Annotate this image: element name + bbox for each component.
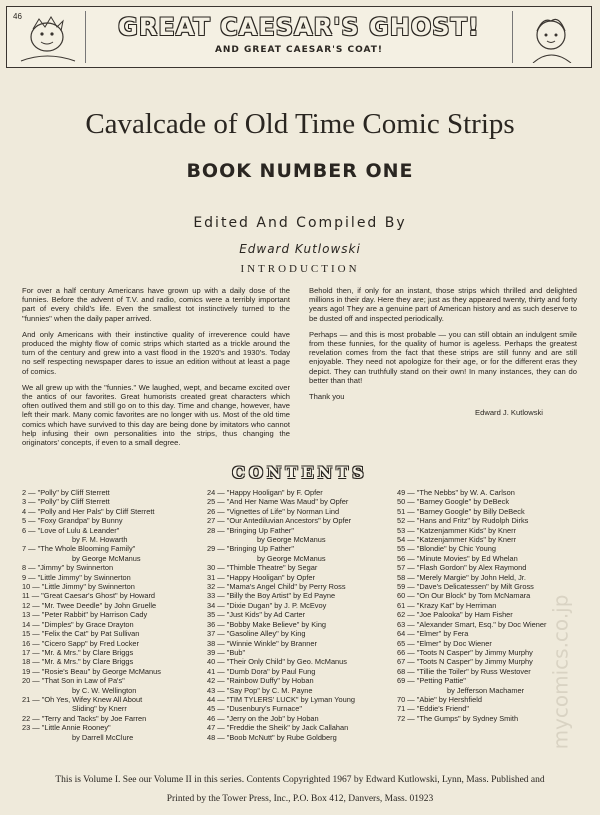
toc-entry: 52 — "Hans and Fritz" by Rudolph Dirks bbox=[397, 516, 529, 526]
watermark: mycomics.co.jp bbox=[548, 594, 573, 750]
toc-entry-continued: by George McManus bbox=[257, 535, 326, 545]
toc-entry: 8 — "Jimmy" by Swinnerton bbox=[22, 563, 114, 573]
toc-entry: 26 — "Vignettes of Life" by Norman Lind bbox=[207, 506, 340, 516]
toc-entry: 25 — "And Her Name Was Maud" by Opfer bbox=[207, 497, 349, 507]
toc-entry: 9 — "Little Jimmy" by Swinnerton bbox=[22, 572, 131, 582]
toc-entry: 17 — "Mr. & Mrs." by Clare Briggs bbox=[22, 647, 134, 657]
signature: Edward J. Kutlowski bbox=[475, 408, 543, 418]
introduction-left-column bbox=[22, 286, 290, 454]
book-title: Cavalcade of Old Time Comic Strips bbox=[85, 108, 515, 140]
toc-entry-continued: by Jefferson Machamer bbox=[447, 685, 525, 695]
toc-entry: 62 — "Joe Palooka" by Ham Fisher bbox=[397, 610, 513, 620]
introduction-heading: INTRODUCTION bbox=[240, 263, 360, 275]
toc-entry: 70 — "Abie" by Hershfield bbox=[397, 694, 482, 704]
toc-entry: 44 — "TIM TYLERS' LUCK" by Lyman Young bbox=[207, 694, 355, 704]
banner-title: GREAT CAESAR'S GHOST! bbox=[118, 13, 480, 41]
toc-entry: 67 — "Toots N Casper" by Jimmy Murphy bbox=[397, 657, 533, 667]
toc-entry: 7 — "The Whole Blooming Family" bbox=[22, 544, 136, 554]
toc-entry: 2 — "Polly" by Cliff Sterrett bbox=[22, 488, 110, 497]
toc-entry: 42 — "Rainbow Duffy" by Hoban bbox=[207, 676, 314, 686]
page-number: 46 bbox=[13, 12, 22, 21]
toc-entry: 27 — "Our Antediluvian Ancestors" by Opfer bbox=[207, 516, 352, 526]
book-number: BOOK NUMBER ONE bbox=[186, 160, 414, 182]
toc-entry: 50 — "Barney Google" by DeBeck bbox=[397, 497, 510, 507]
toc-entry-continued: by George McManus bbox=[257, 553, 326, 563]
toc-entry: 12 — "Mr. Twee Deedle" by John Gruelle bbox=[22, 600, 157, 610]
toc-entry: 35 — "Just Kids" by Ad Carter bbox=[207, 610, 306, 620]
toc-entry: 10 — "Little Jimmy" by Swinnerton bbox=[22, 582, 135, 592]
toc-entry: 30 — "Thimble Theatre" by Segar bbox=[207, 563, 318, 573]
contents-column-2 bbox=[207, 488, 392, 742]
toc-entry: 69 — "Petting Pattie" bbox=[397, 676, 466, 686]
contents-column-1 bbox=[22, 488, 202, 742]
toc-entry: 4 — "Polly and Her Pals" by Cliff Sterrett bbox=[22, 506, 155, 516]
cartoon-child-icon bbox=[513, 11, 587, 63]
toc-entry: 24 — "Happy Hooligan" by F. Opfer bbox=[207, 488, 323, 497]
toc-entry: 51 — "Barney Google" by Billy DeBeck bbox=[397, 506, 525, 516]
toc-entry: 29 — "Bringing Up Father" bbox=[207, 544, 294, 554]
toc-entry: 11 — "Great Caesar's Ghost" by Howard bbox=[22, 591, 156, 601]
header-banner bbox=[6, 6, 592, 68]
cartoon-illustration-left bbox=[11, 11, 86, 63]
toc-entry: 68 — "Tillie the Toiler" by Russ Westover bbox=[397, 666, 531, 676]
toc-entry: 43 — "Say Pop" by C. M. Payne bbox=[207, 685, 313, 695]
intro-paragraph: Perhaps — and this is most probable — you can still obtain an indulgent smile from these funnies, for the quality of humor is ageless. Perhaps the greatest revelation comes from the fact that these strips are still funny and are still enjoyable. They need not apologize for their age, or for the different eras they depict. They can truthfully stand on their own! In many instances, they can do better than that! bbox=[309, 329, 577, 385]
toc-entry: 61 — "Krazy Kat" by Herriman bbox=[397, 600, 497, 610]
toc-entry: 5 — "Foxy Grandpa" by Bunny bbox=[22, 516, 123, 526]
banner-subtitle: AND GREAT CAESAR'S COAT! bbox=[214, 45, 384, 55]
toc-entry: 56 — "Minute Movies" by Ed Whelan bbox=[397, 553, 518, 563]
toc-entry: 53 — "Katzenjammer Kids" by Knerr bbox=[397, 525, 517, 535]
publication-note: This is Volume I. See our Volume II in this series. Contents Copyrighted 1967 by Edward Kutlowski, Lynn, Mass. Published and bbox=[55, 775, 545, 785]
cartoon-illustration-right bbox=[512, 11, 587, 63]
toc-entry: 6 — "Love of Lulu & Leander" bbox=[22, 525, 120, 535]
toc-entry: 45 — "Dusenbury's Furnace" bbox=[207, 704, 302, 714]
toc-entry: 65 — "Elmer" by Doc Wiener bbox=[397, 638, 492, 648]
edited-line: Edited And Compiled By bbox=[193, 215, 407, 231]
toc-entry: 19 — "Rosie's Beau" by George McManus bbox=[22, 666, 161, 676]
toc-entry-continued: by Darrell McClure bbox=[72, 732, 134, 742]
toc-entry-continued: Sliding" by Knerr bbox=[72, 704, 127, 714]
contents-heading: CONTENTS bbox=[232, 463, 368, 482]
intro-closing: Thank you bbox=[309, 392, 345, 402]
toc-entry-continued: by F. M. Howarth bbox=[72, 535, 128, 545]
toc-entry: 23 — "Little Annie Rooney" bbox=[22, 723, 111, 733]
toc-entry: 38 — "Winnie Winkle" by Branner bbox=[207, 638, 317, 648]
intro-paragraph: For over a half century Americans have grown up with a daily dose of the funnies. Before the advent of T.V. and radio, comics were a terribly important part of every child's life. Even the smallest tot instinctively turned to the "funnies" when the daily paper arrived. bbox=[22, 286, 290, 323]
toc-entry: 54 — "Katzenjammer Kids" by Knerr bbox=[397, 535, 517, 545]
introduction-right-column bbox=[309, 286, 577, 424]
toc-entry: 13 — "Peter Rabbit" by Harrison Cady bbox=[22, 610, 148, 620]
toc-entry: 3 — "Polly" by Cliff Sterrett bbox=[22, 497, 110, 507]
toc-entry-continued: by C. W. Wellington bbox=[72, 685, 137, 695]
toc-entry: 20 — "That Son in Law of Pa's" bbox=[22, 676, 125, 686]
toc-entry: 41 — "Dumb Dora" by Paul Fung bbox=[207, 666, 316, 676]
toc-entry: 33 — "Billy the Boy Artist" by Ed Payne bbox=[207, 591, 336, 601]
cartoon-figure-icon bbox=[11, 11, 85, 63]
toc-entry: 32 — "Mama's Angel Child" by Perry Ross bbox=[207, 582, 346, 592]
intro-paragraph: Behold then, if only for an instant, those strips which thrilled and delighted millions in their day. Here they are; just as they appeared twenty, thirty and forty years ago! They are a genuine part of American history and as such deserve to be dusted off and inspected periodically. bbox=[309, 286, 577, 323]
toc-entry: 36 — "Bobby Make Believe" by King bbox=[207, 619, 327, 629]
editor-name: Edward Kutlowski bbox=[239, 242, 361, 256]
publisher-address: Printed by the Tower Press, Inc., P.O. Box 412, Danvers, Mass. 01923 bbox=[166, 794, 434, 804]
toc-entry: 40 — "Their Only Child" by Geo. McManus bbox=[207, 657, 347, 667]
toc-entry: 59 — "Dave's Delicatessen" by Milt Gross bbox=[397, 582, 534, 592]
toc-entry: 63 — "Alexander Smart, Esq." by Doc Wiener bbox=[397, 619, 547, 629]
toc-entry: 14 — "Dimples" by Grace Drayton bbox=[22, 619, 134, 629]
toc-entry: 18 — "Mr. & Mrs." by Clare Briggs bbox=[22, 657, 134, 667]
intro-paragraph: And only Americans with their instinctive quality of irreverence could have produced the mighty flow of comic strips which started as a trickle around the turn of the century and grew into a vast flood in the 1920's and 1930's. Today no self respecting newspaper dares to issue an edition without at least a page of comics. bbox=[22, 329, 290, 376]
toc-entry: 60 — "On Our Block" by Tom McNamara bbox=[397, 591, 531, 601]
toc-entry: 22 — "Terry and Tacks" by Joe Farren bbox=[22, 713, 147, 723]
intro-paragraph: We all grew up with the "funnies." We laughed, wept, and became excited over the antics of our favorites. Great humorists created great characters which often outlived them and still go on to this day. Time and change, however, have left their mark. Many comic favorites are no longer with us. Most of the old time comics which have survived to this day are being done by imitators who cannot help infusing their own personalities into the strips, thus changing the originators' concepts, if even to a small degree. bbox=[22, 382, 290, 448]
toc-entry: 21 — "Oh Yes, Wifey Knew All About bbox=[22, 694, 143, 704]
toc-entry: 48 — "Boob McNutt" by Rube Goldberg bbox=[207, 732, 337, 742]
toc-entry: 64 — "Elmer" by Fera bbox=[397, 629, 469, 639]
toc-entry: 57 — "Flash Gordon" by Alex Raymond bbox=[397, 563, 527, 573]
toc-entry: 58 — "Merely Margie" by John Held, Jr. bbox=[397, 572, 526, 582]
toc-entry: 28 — "Bringing Up Father" bbox=[207, 525, 294, 535]
toc-entry: 55 — "Blondie" by Chic Young bbox=[397, 544, 496, 554]
toc-entry: 15 — "Felix the Cat" by Pat Sullivan bbox=[22, 629, 140, 639]
toc-entry: 72 — "The Gumps" by Sydney Smith bbox=[397, 713, 519, 723]
toc-entry: 37 — "Gasoline Alley" by King bbox=[207, 629, 306, 639]
toc-entry: 34 — "Dixie Dugan" by J. P. McEvoy bbox=[207, 600, 327, 610]
toc-entry: 71 — "Eddie's Friend" bbox=[397, 704, 469, 714]
toc-entry: 39 — "Bub" bbox=[207, 647, 246, 657]
toc-entry: 49 — "The Nebbs" by W. A. Carlson bbox=[397, 488, 515, 497]
toc-entry: 31 — "Happy Hooligan" by Opfer bbox=[207, 572, 315, 582]
toc-entry: 47 — "Freddie the Sheik" by Jack Callahan bbox=[207, 723, 349, 733]
toc-entry-continued: by George McManus bbox=[72, 553, 141, 563]
toc-entry: 66 — "Toots N Casper" by Jimmy Murphy bbox=[397, 647, 533, 657]
toc-entry: 16 — "Cicero Sapp" by Fred Locker bbox=[22, 638, 139, 648]
toc-entry: 46 — "Jerry on the Job" by Hoban bbox=[207, 713, 319, 723]
